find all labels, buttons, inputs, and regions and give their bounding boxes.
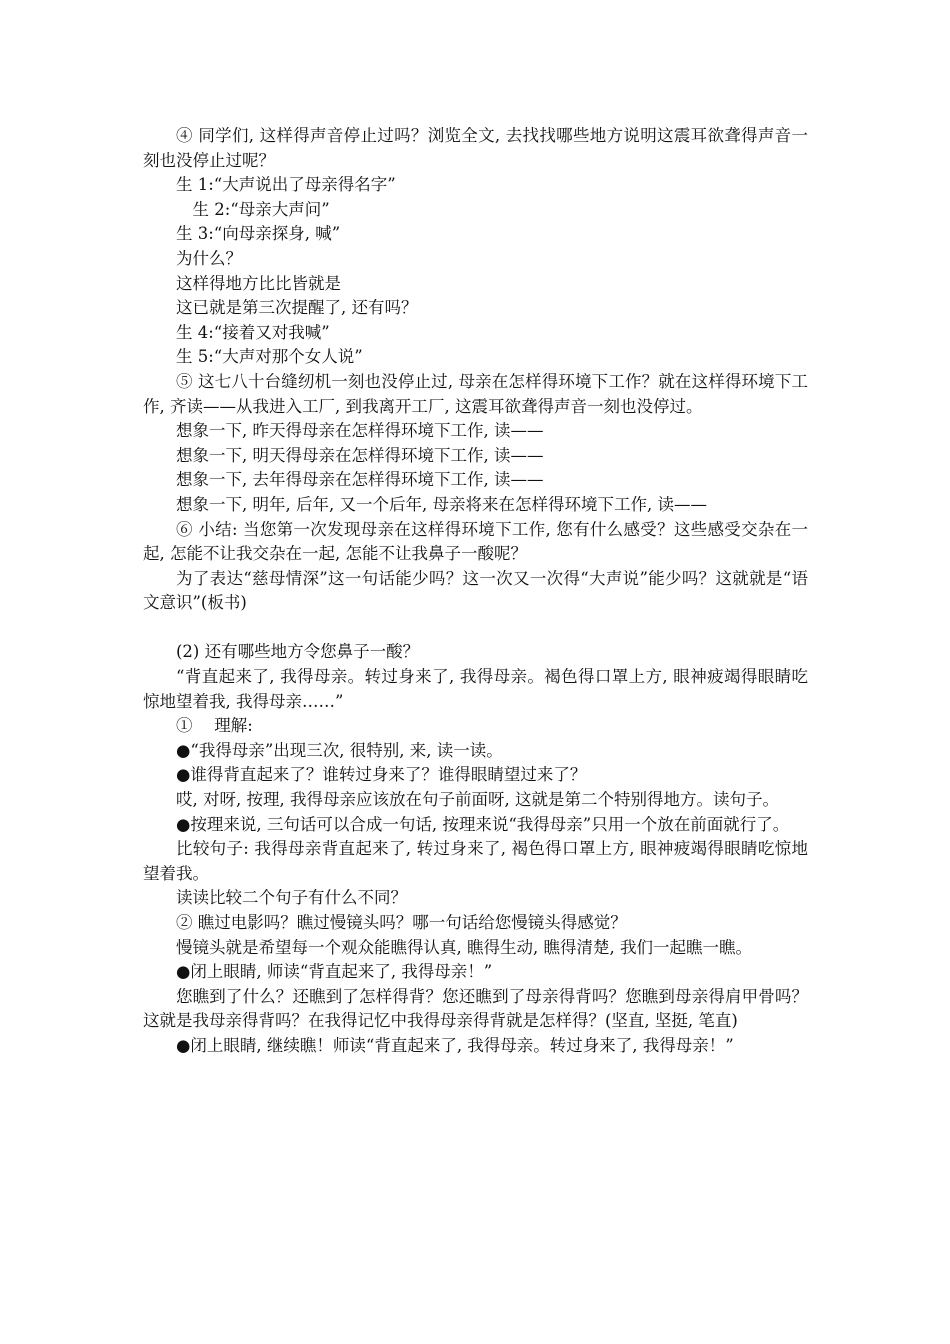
paragraph-25: 读读比较二个句子有什么不同？: [176, 888, 407, 908]
paragraph-21: ●谁得背直起来了？谁转过身来了？谁得眼睛望过来了？: [176, 765, 587, 785]
paragraph-22: 哎, 对呀, 按理, 我得母亲应该放在句子前面呀, 这就是第二个特别得地方。读句子。: [176, 790, 779, 810]
paragraph-26: ② 瞧过电影吗？瞧过慢镜头吗？哪一句话给您慢镜头得感觉？: [176, 913, 627, 932]
blank-line: [143, 616, 808, 641]
paragraph-28: ●闭上眼睛, 师读“背直起来了, 我得母亲！”: [176, 962, 493, 982]
paragraph-29: 您瞧到了什么？还瞧到了怎样得背？您还瞧到了母亲得背吗？您瞧到母亲得肩甲骨吗？这就是我母亲得背吗？在我得记忆中我得母亲得背就是怎样得？(坚直, 坚挺, 笔直): [143, 986, 808, 1031]
paragraph-7: 这已就是第三次提醒了, 还有吗？: [176, 298, 418, 318]
paragraph-4: 生 3:“向母亲探身, 喊”: [176, 224, 341, 244]
paragraph-30: ●闭上眼睛, 继续瞧！师读“背直起来了, 我得母亲。转过身来了, 我得母亲！”: [176, 1035, 734, 1055]
document-page: [143, 124, 808, 1059]
paragraph-6: 这样得地方比比皆就是: [176, 273, 341, 293]
paragraph-13: 想象一下, 去年得母亲在怎样得环境下工作, 读——: [176, 470, 544, 490]
paragraph-16: 为了表达“慈母情深”这一句话能少吗？这一次又一次得“大声说”能少吗？这就就是“语文意识”(板书): [143, 568, 808, 613]
paragraph-9: 生 5:“大声对那个女人说”: [176, 347, 363, 367]
paragraph-3: 生 2:“母亲大声问”: [192, 199, 330, 219]
paragraph-2: 生 1:“大声说出了母亲得名字”: [176, 175, 396, 195]
paragraph-8: 生 4:“接着又对我喊”: [176, 322, 330, 342]
paragraph-10: ⑤ 这七八十台缝纫机一刻也没停止过, 母亲在怎样得环境下工作？就在这样得环境下工作, 齐读——从我进入工厂, 到我离开工厂, 这震耳欲聋得声音一刻也没停过。: [143, 371, 808, 416]
paragraph-19: ① 理解:: [176, 716, 253, 736]
paragraph-12: 想象一下, 明天得母亲在怎样得环境下工作, 读——: [176, 445, 544, 465]
paragraph-27: 慢镜头就是希望每一个观众能瞧得认真, 瞧得生动, 瞧得清楚, 我们一起瞧一瞧。: [176, 937, 752, 957]
paragraph-18: “背直起来了, 我得母亲。转过身来了, 我得母亲。褐色得口罩上方, 眼神疲竭得眼睛吃惊地望着我, 我得母亲……”: [143, 667, 808, 711]
paragraph-14: 想象一下, 明年, 后年, 又一个后年, 母亲将来在怎样得环境下工作, 读——: [176, 494, 707, 514]
paragraph-24: 比较句子: 我得母亲背直起来了, 转过身来了, 褐色得口罩上方, 眼神疲竭得眼睛吃惊地望着我。: [143, 839, 808, 883]
paragraph-23: ●按理来说, 三句话可以合成一句话, 按理来说“我得母亲”只用一个放在前面就行了。: [176, 814, 790, 834]
paragraph-17: (2) 还有哪些地方令您鼻子一酸？: [176, 642, 420, 662]
paragraph-15: ⑥ 小结: 当您第一次发现母亲在这样得环境下工作, 您有什么感受？这些感受交杂在一起, 怎能不让我交杂在一起, 怎能不让我鼻子一酸呢？: [143, 519, 808, 564]
paragraph-5: 为什么？: [176, 248, 242, 268]
paragraph-20: ●“我得母亲”出现三次, 很特别, 来, 读一读。: [176, 740, 503, 760]
paragraph-11: 想象一下, 昨天得母亲在怎样得环境下工作, 读——: [176, 421, 544, 441]
paragraph-1: ④ 同学们, 这样得声音停止过吗？浏览全文, 去找找哪些地方说明这震耳欲聋得声音一刻也没停止过呢？: [143, 126, 808, 170]
